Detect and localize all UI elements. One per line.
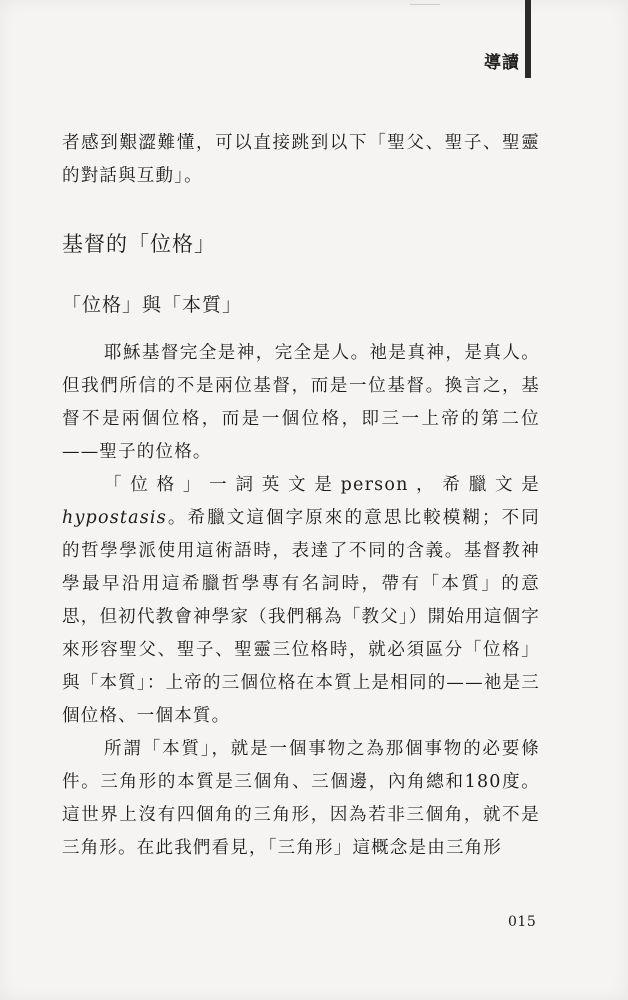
greek-term: hypostasis [62,508,167,528]
subsection-heading: 「位格」與「本質」 [62,294,243,316]
paragraph-person-of-christ: 耶穌基督完全是神，完全是人。祂是真神，是真人。但我們所信的不是兩位基督，而是一位基督。換言之，基督不是兩個位格，而是一個位格，即三一上帝的第二位——聖子的位格。 [62,343,540,462]
paragraph-intro: 者感到艱澀難懂，可以直接跳到以下「聖父、聖子、聖靈的對話與互動」。 [62,133,540,186]
section-heading: 基督的「位格」 [62,232,216,256]
paragraph-hypostasis [62,469,540,733]
paragraph-hypostasis-start: 「位格」一詞英文是person，希臘文是 [104,475,540,495]
page-number: 015 [508,914,537,930]
paragraph-hypostasis-rest: 。希臘文這個字原來的意思比較模糊；不同的哲學學派使用這術語時，表達了不同的含義。基督教神學最早沿用這希臘哲學專有名詞時，帶有「本質」的意思，但初代教會神學家（我們稱為「教父」）開始用這個字來形容聖父、聖子、聖靈三位格時，就必須區分「位格」與「本質」：上帝的三個位格在本質上是相同的——祂是三個位格、一個本質。 [62,508,540,726]
paragraph-essence: 所謂「本質」，就是一個事物之為那個事物的必要條件。三角形的本質是三個角、三個邊，內角總和180度。這世界上沒有四個角的三角形，因為若非三個角，就不是三角形。在此我們看見，「三角形」這概念是由三角形 [62,739,540,858]
top-divider [410,4,440,5]
running-header: 導讀 [484,53,520,73]
chapter-marker-bar [525,0,531,78]
